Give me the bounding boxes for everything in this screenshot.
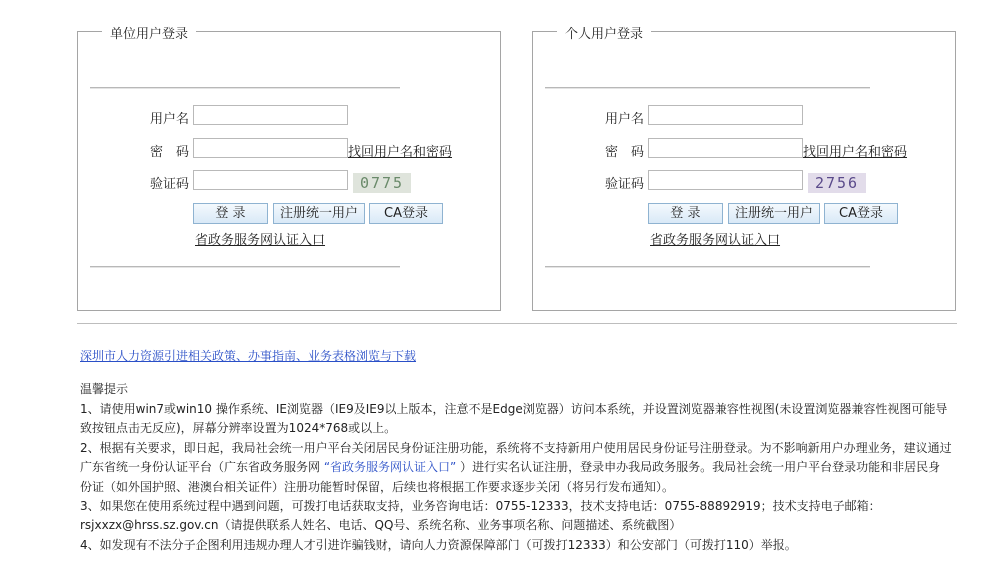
unit-captcha-label: 验证码: [150, 177, 190, 192]
personal-captcha-label: 验证码: [605, 177, 645, 192]
personal-login-legend: 个人用户登录: [557, 23, 651, 42]
tip-item-2-highlight: “省政务服务网认证入口”: [323, 460, 457, 475]
unit-password-label: 密 码: [150, 145, 190, 160]
unit-password-input[interactable]: [193, 138, 348, 158]
section-divider: [77, 323, 957, 324]
tip-item-3: 3、如果您在使用系统过程中遇到问题，可拨打电话获取支持，业务咨询电话：0755-12333，技术支持电话：0755-88892919；技术支持电子邮箱：rsjxxzx@hrss.sz.gov.cn（请提供联系人姓名、电话、QQ号、系统名称、业务事项名称、问题描述、系统截图）: [80, 499, 881, 533]
policy-download-link[interactable]: 深圳市人力资源引进相关政策、办事指南、业务表格浏览与下载: [80, 349, 417, 363]
personal-top-separator: [545, 87, 870, 89]
unit-captcha-image[interactable]: 0775: [353, 173, 411, 193]
personal-captcha-image[interactable]: 2756: [808, 173, 866, 193]
personal-captcha-input[interactable]: [648, 170, 803, 190]
personal-login-button[interactable]: 登 录: [648, 203, 723, 224]
tip-item-2-text-after: ）进行实名认证注册，登录申办我局政务服务。我局社会统一用户平台登录功能和非居民身份证（如外国护照、港澳台相关证件）注册功能暂时保留，后续也将根据工作要求逐步关闭（将另行发布通知）。: [80, 460, 941, 494]
personal-username-input[interactable]: [648, 105, 803, 125]
tip-item-4: 4、如发现有不法分子企图利用违规办理人才引进诈骗钱财，请向人力资源保障部门（可拨打12333）和公安部门（可拨打110）举报。: [80, 537, 797, 552]
unit-recover-link[interactable]: 找回用户名和密码: [348, 145, 453, 160]
personal-register-button[interactable]: 注册统一用户: [728, 203, 820, 224]
unit-top-separator: [90, 87, 400, 89]
personal-ca-login-button[interactable]: CA登录: [824, 203, 898, 224]
personal-recover-link[interactable]: 找回用户名和密码: [803, 145, 908, 160]
personal-login-panel: [532, 27, 956, 311]
tip-item-1: 1、请使用win7或win10 操作系统、IE浏览器（IE9及IE9以上版本，注意不是Edge浏览器）访问本系统，并设置浏览器兼容性视图(未设置浏览器兼容性视图可能导致按钮点击无反应)，屏幕分辨率设置为1024*768或以上。: [80, 402, 948, 436]
tip-item-2-text: 2、根据有关要求，即日起，我局社会统一用户平台关闭居民身份证注册功能，系统将不支持新用户使用居民身份证号注册登录。为不影响新用户办理业务，建议通过广东省统一身份认证平台（广东省政务服务网: [80, 440, 952, 475]
unit-gov-auth-link[interactable]: 省政务服务网认证入口: [195, 233, 326, 248]
unit-ca-login-button[interactable]: CA登录: [369, 203, 443, 224]
unit-bottom-separator: [90, 266, 400, 268]
unit-username-label: 用户名: [150, 112, 190, 127]
tip-item-2: [80, 439, 952, 497]
tips-title: 温馨提示: [80, 382, 129, 396]
personal-password-label: 密 码: [605, 145, 645, 160]
personal-bottom-separator: [545, 266, 870, 268]
unit-captcha-input[interactable]: [193, 170, 348, 190]
personal-password-input[interactable]: [648, 138, 803, 158]
unit-login-legend: 单位用户登录: [102, 23, 196, 42]
tips-list: [80, 400, 952, 555]
unit-login-panel: [77, 27, 501, 311]
personal-username-label: 用户名: [605, 112, 645, 127]
personal-gov-auth-link[interactable]: 省政务服务网认证入口: [650, 233, 781, 248]
unit-login-button[interactable]: 登 录: [193, 203, 268, 224]
unit-register-button[interactable]: 注册统一用户: [273, 203, 365, 224]
unit-username-input[interactable]: [193, 105, 348, 125]
